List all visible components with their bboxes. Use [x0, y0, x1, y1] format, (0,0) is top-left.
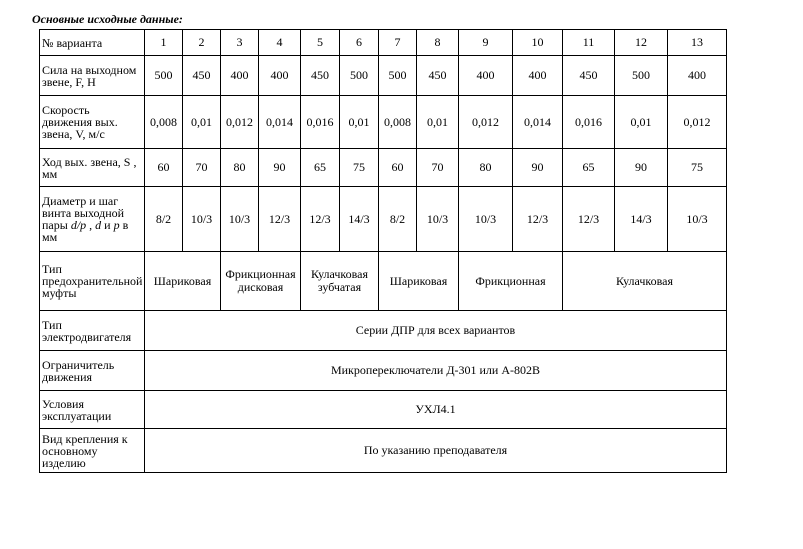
table-cell: УХЛ4.1	[145, 391, 727, 429]
table-cell: Фрикционная дисковая	[221, 252, 301, 311]
table-cell: 400	[259, 56, 301, 96]
table-cell: 7	[379, 30, 417, 56]
table-cell: 14/3	[340, 187, 379, 252]
table-cell: Серии ДПР для всех вариантов	[145, 311, 727, 351]
table-cell: 8	[417, 30, 459, 56]
table-cell: 0,012	[668, 96, 727, 149]
table-cell: Микропереключатели Д-301 или А-802В	[145, 351, 727, 391]
table-cell: 450	[563, 56, 615, 96]
table-cell: 11	[563, 30, 615, 56]
table-cell: 12/3	[259, 187, 301, 252]
table-cell: По указанию преподавателя	[145, 429, 727, 473]
table-cell: 0,014	[259, 96, 301, 149]
table-cell: 12	[615, 30, 668, 56]
table-cell: 10/3	[668, 187, 727, 252]
table-cell: 450	[183, 56, 221, 96]
table-cell: 0,016	[563, 96, 615, 149]
row-label-stroke: Ход вых. звена, S , мм	[40, 149, 145, 187]
table-cell: 400	[221, 56, 259, 96]
table-cell: 0,01	[417, 96, 459, 149]
row-label-mounting: Вид крепления к основному изделию	[40, 429, 145, 473]
table-cell: 13	[668, 30, 727, 56]
table-cell: 90	[259, 149, 301, 187]
table-cell: 0,008	[379, 96, 417, 149]
section-title: Основные исходные данные:	[32, 12, 183, 26]
table-row-force	[40, 56, 727, 96]
row-label-force: Сила на выходном звене, F, Н	[40, 56, 145, 96]
table-cell: 70	[183, 149, 221, 187]
table-cell: Кулачковая	[563, 252, 727, 311]
table-row-clutch	[40, 252, 727, 311]
table-row-limiter	[40, 351, 727, 391]
row-label-speed: Скорость движения вых. звена, V, м/с	[40, 96, 145, 149]
table-cell: 0,01	[340, 96, 379, 149]
table-cell: 0,008	[145, 96, 183, 149]
table-cell: 5	[301, 30, 340, 56]
table-cell: 0,01	[615, 96, 668, 149]
table-cell: 4	[259, 30, 301, 56]
table-cell: 500	[379, 56, 417, 96]
source-data-table	[39, 29, 727, 473]
table-cell: 1	[145, 30, 183, 56]
table-cell: Фрикционная	[459, 252, 563, 311]
table-cell: 400	[513, 56, 563, 96]
row-label-variant: № варианта	[40, 30, 145, 56]
table-cell: 0,014	[513, 96, 563, 149]
table-row-mounting	[40, 429, 727, 473]
table-cell: 8/2	[379, 187, 417, 252]
table-cell: 450	[301, 56, 340, 96]
table-cell: 14/3	[615, 187, 668, 252]
table-cell: 10/3	[417, 187, 459, 252]
table-cell: 12/3	[513, 187, 563, 252]
table-cell: 12/3	[563, 187, 615, 252]
table-cell: 0,01	[183, 96, 221, 149]
table-cell: 2	[183, 30, 221, 56]
table-row-motor	[40, 311, 727, 351]
table-cell: 70	[417, 149, 459, 187]
table-cell: 0,016	[301, 96, 340, 149]
table-cell: 400	[668, 56, 727, 96]
row-label-clutch: Тип предохранительной муфты	[40, 252, 145, 311]
table-cell: Кулачковая зубчатая	[301, 252, 379, 311]
table-cell: 450	[417, 56, 459, 96]
table-row-variants	[40, 30, 727, 56]
table-row-speed	[40, 96, 727, 149]
table-cell: 65	[563, 149, 615, 187]
row-label-limiter: Ограничитель движения	[40, 351, 145, 391]
table-cell: 500	[340, 56, 379, 96]
table-row-conditions	[40, 391, 727, 429]
table-cell: Шариковая	[145, 252, 221, 311]
table-cell: 12/3	[301, 187, 340, 252]
table-cell: Шариковая	[379, 252, 459, 311]
table-cell: 6	[340, 30, 379, 56]
table-cell: 3	[221, 30, 259, 56]
row-label-conditions: Условия эксплуатации	[40, 391, 145, 429]
table-cell: 400	[459, 56, 513, 96]
row-label-motor: Тип электродвигателя	[40, 311, 145, 351]
table-cell: 9	[459, 30, 513, 56]
row-label-screw: Диаметр и шаг винта выходной пары d/p , d и p в мм	[40, 187, 145, 252]
table-cell: 80	[459, 149, 513, 187]
table-cell: 80	[221, 149, 259, 187]
table-cell: 0,012	[221, 96, 259, 149]
table-cell: 500	[145, 56, 183, 96]
table-cell: 10/3	[183, 187, 221, 252]
table-row-stroke	[40, 149, 727, 187]
table-cell: 500	[615, 56, 668, 96]
table-cell: 90	[513, 149, 563, 187]
table-cell: 10/3	[221, 187, 259, 252]
table-cell: 0,012	[459, 96, 513, 149]
table-cell: 60	[145, 149, 183, 187]
table-cell: 10/3	[459, 187, 513, 252]
table-cell: 10	[513, 30, 563, 56]
table-cell: 8/2	[145, 187, 183, 252]
table-cell: 90	[615, 149, 668, 187]
table-cell: 65	[301, 149, 340, 187]
table-cell: 60	[379, 149, 417, 187]
table-cell: 75	[668, 149, 727, 187]
table-cell: 75	[340, 149, 379, 187]
table-row-screw	[40, 187, 727, 252]
